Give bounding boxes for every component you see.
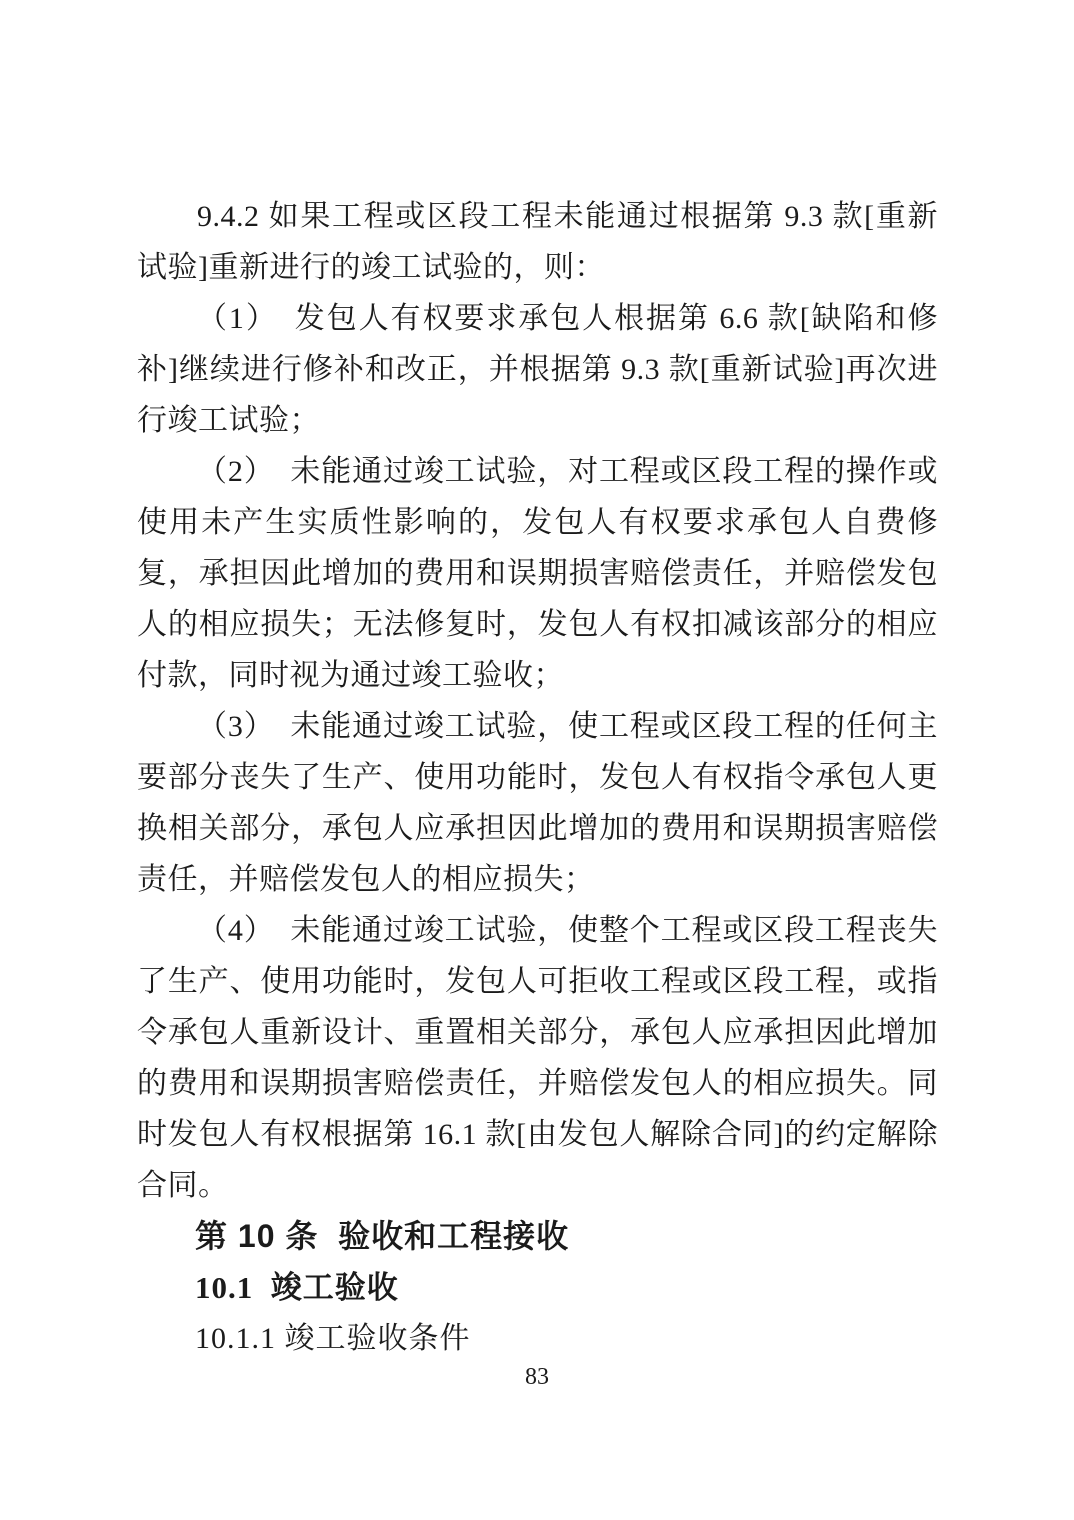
- heading-10-1: 10.1 竣工验收: [195, 1270, 399, 1305]
- paragraph-9-4-2: 9.4.2 如果工程或区段工程未能通过根据第 9.3 款[重新试验]重新进行的竣工试验的，则：: [137, 200, 938, 284]
- heading-clause-10: 第 10 条 验收和工程接收: [195, 1218, 570, 1254]
- page-number: 83: [525, 1364, 549, 1390]
- document-body: [137, 191, 938, 1364]
- list-item-1: （1） 发包人有权要求承包人根据第 6.6 款[缺陷和修补]继续进行修补和改正，并根据第 9.3 款[重新试验]再次进行竣工试验；: [137, 302, 938, 437]
- list-item-2: （2） 未能通过竣工试验，对工程或区段工程的操作或使用未产生实质性影响的，发包人有权要求承包人自费修复，承担因此增加的费用和误期损害赔偿责任，并赔偿发包人的相应损失；无法修复时，发包人有权扣减该部分的相应付款，同时视为通过竣工验收；: [137, 455, 938, 692]
- heading-10-1-1: 10.1.1 竣工验收条件: [195, 1322, 471, 1355]
- list-item-3: （3） 未能通过竣工试验，使工程或区段工程的任何主要部分丧失了生产、使用功能时，发包人有权指令承包人更换相关部分，承包人应承担因此增加的费用和误期损害赔偿责任，并赔偿发包人的相应损失；: [137, 710, 938, 896]
- list-item-4: （4） 未能通过竣工试验，使整个工程或区段工程丧失了生产、使用功能时，发包人可拒收工程或区段工程，或指令承包人重新设计、重置相关部分，承包人应承担因此增加的费用和误期损害赔偿责任，并赔偿发包人的相应损失。同时发包人有权根据第 16.1 款[由发包人解除合同]的约定解除合同。: [137, 914, 938, 1202]
